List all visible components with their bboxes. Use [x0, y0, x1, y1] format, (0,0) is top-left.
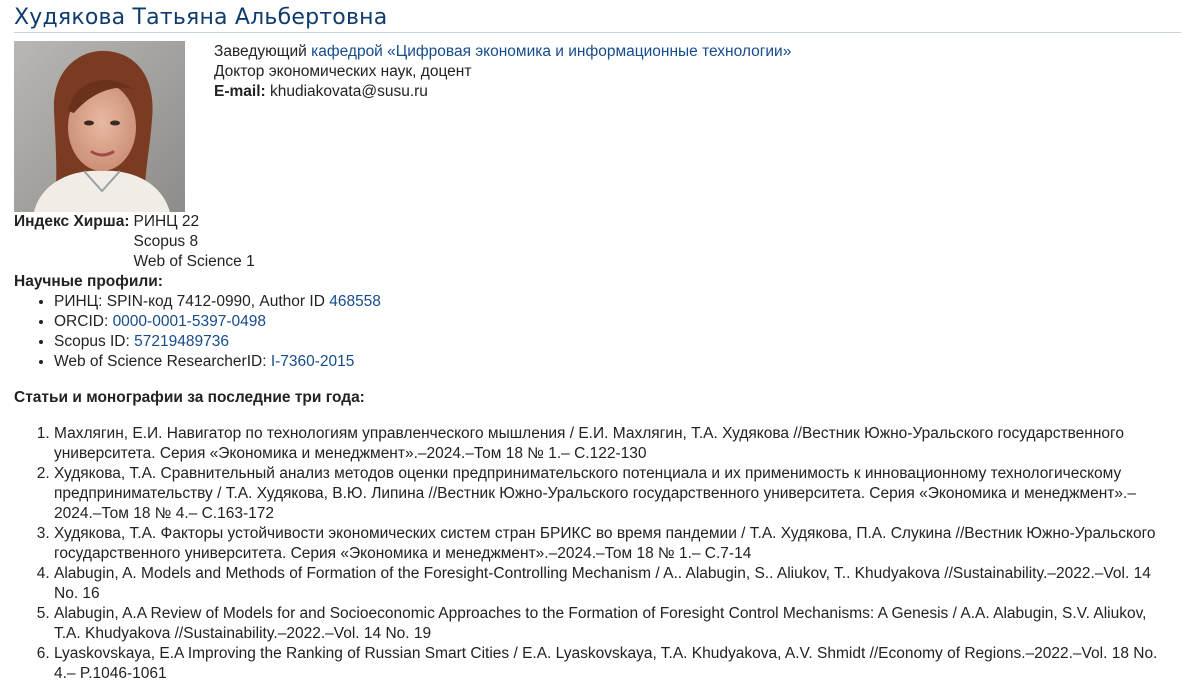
- article-item: 2. Худякова, Т.А. Сравнительный анализ методов оценки предпринимательского потенциала и их применимость к инновационному технологическому предпринимательству / Т.А. Худякова, В.Ю. Липина //Вестник Южно-Уральского государственного университета. Серия «Экономика и менеджмент».–2024.–Том 18 № 4.– С.163-172: [54, 464, 1177, 524]
- articles-list: [14, 424, 1181, 684]
- articles-title: Статьи и монографии за последние три года:: [14, 389, 365, 406]
- hirsch-rinc: РИНЦ 22: [133, 213, 200, 230]
- person-info: [214, 41, 791, 102]
- email-label: E-mail:: [214, 83, 266, 100]
- profile-text: Scopus ID:: [54, 333, 135, 350]
- hirsch-wos: Web of Science 1: [133, 253, 255, 270]
- department-link[interactable]: кафедрой «Цифровая экономика и информационные технологии»: [311, 43, 792, 60]
- person-photo: [14, 41, 185, 212]
- article-item: 5. Alabugin, A.A Review of Models for and Socioeconomic Approaches to the Formation of Foresight Control Mechanisms: A Genesis / A.A. Alabugin, S.V. Aliukov, T.A. Khudyakova //Sustainability.–2022.–Vol. 14 No. 19: [54, 604, 1177, 644]
- profile-link-wos[interactable]: I-7360-2015: [270, 353, 355, 370]
- article-item: 1. Махлягин, Е.И. Навигатор по технологиям управленческого мышления / Е.И. Махлягин, Т.А. Худякова //Вестник Южно-Уральского государственного университета. Серия «Экономика и менеджмент».–2024.–Том 18 № 1.– С.122-130: [54, 424, 1177, 464]
- profile-link-rinc[interactable]: 468558: [329, 293, 381, 310]
- profiles-title: Научные профили:: [14, 273, 163, 290]
- profiles-list: [14, 292, 1181, 372]
- position-line: [214, 42, 791, 62]
- hirsch-index: [14, 212, 1181, 272]
- profile-text: РИНЦ: SPIN-код 7412-0990, Author ID: [54, 293, 330, 310]
- profile-text: Web of Science ResearcherID:: [54, 353, 271, 370]
- profile-item-orcid: [54, 312, 1181, 332]
- profile-item-rinc: [54, 292, 1181, 312]
- article-item: 3. Худякова, Т.А. Факторы устойчивости экономических систем стран БРИКС во время пандемии / Т.А. Худякова, П.А. Слукина //Вестник Южно-Уральского государственного университета. Серия «Экономика и менеджмент».–2024.–Том 18 № 1.– С.7-14: [54, 524, 1177, 564]
- article-item: 4. Alabugin, A. Models and Methods of Formation of the Foresight-Controlling Mechanism / A.. Alabugin, S.. Aliukov, T.. Khudyakova //Sustainability.–2022.–Vol. 14 No. 16: [54, 564, 1177, 604]
- position-prefix: Заведующий: [214, 43, 312, 60]
- email-line: [214, 82, 791, 102]
- person-name-heading: Худякова Татьяна Альбертовна: [14, 5, 388, 30]
- email-value: khudiakovata@susu.ru: [270, 83, 428, 100]
- profile-item-scopus: [54, 332, 1181, 352]
- profile-item-wos: [54, 352, 1181, 372]
- hirsch-scopus: Scopus 8: [133, 233, 199, 250]
- article-item: 6. Lyaskovskaya, E.A Improving the Ranking of Russian Smart Cities / E.A. Lyaskovskaya, T.A. Khudyakova, A.V. Shmidt //Economy of Regions.–2022.–Vol. 18 No. 4.– P.1046-1061: [54, 644, 1177, 684]
- profile-header: [14, 41, 1181, 212]
- profile-text: ORCID:: [54, 313, 113, 330]
- hirsch-label: Индекс Хирша:: [14, 213, 130, 230]
- academic-degree: Доктор экономических наук, доцент: [214, 63, 472, 80]
- heading-divider: [14, 32, 1181, 33]
- profile-link-orcid[interactable]: 0000-0001-5397-0498: [112, 313, 266, 330]
- hirsch-values: [133, 212, 254, 272]
- profile-link-scopus[interactable]: 57219489736: [134, 333, 229, 350]
